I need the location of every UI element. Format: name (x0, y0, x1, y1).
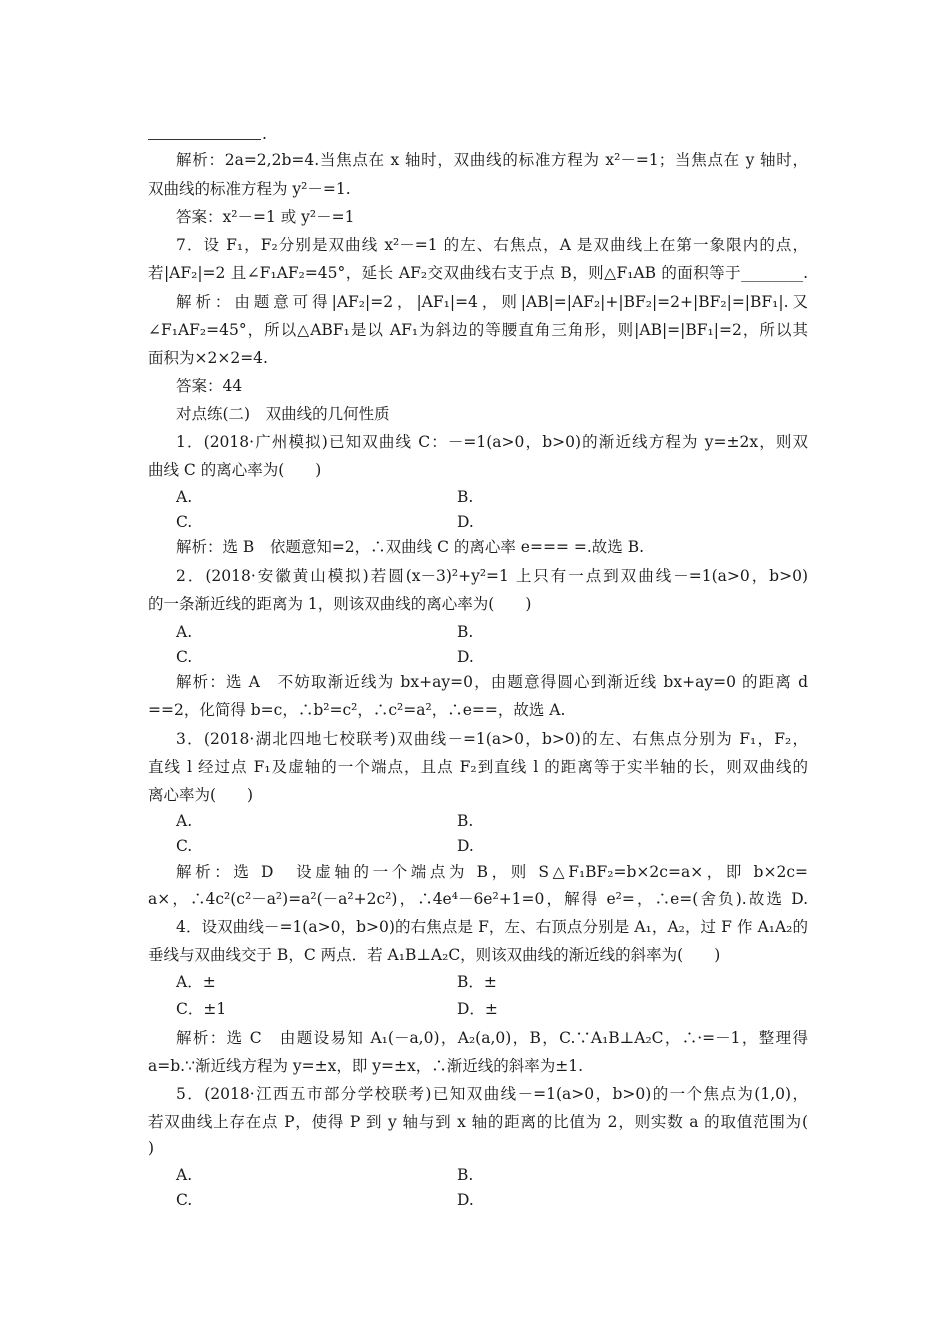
option-a: A. (176, 623, 193, 641)
answer-blank (148, 121, 261, 140)
option-c: C. (176, 513, 193, 531)
option-b: B. (457, 812, 474, 830)
question-1: 曲线 C 的离心率为( ) (148, 461, 322, 479)
solution-3: a×，∴4c²(c²－a²)=a²(－a²+2c²)，∴4e⁴－6e²+1=0，解得 e²=，∴e=(舍负).故选 D. (148, 890, 808, 908)
option-d: D. (457, 837, 474, 855)
question-2: 2．(2018·安徽黄山模拟)若圆(x－3)²+y²=1 上只有一点到双曲线－=1(a>0，b>0) (176, 567, 808, 585)
text-line: 双曲线的标准方程为 y²－=1. (148, 180, 351, 198)
question-3: 直线 l 经过点 F₁及虚轴的一个端点，且点 F₂到直线 l 的距离等于实半轴的长，则双曲线的 (148, 758, 808, 776)
blank-period: . (262, 125, 267, 143)
solution-2: 解析：选 A 不妨取渐近线为 bx+ay=0，由题意得圆心到渐近线 bx+ay=0 的距离 d (176, 673, 808, 691)
option-d: D. (457, 513, 474, 531)
question-5: ) (148, 1139, 155, 1157)
option-d: D. (457, 648, 474, 666)
text-line: 解析：由题意可得|AF₂|=2，|AF₁|=4，则|AB|=|AF₂|+|BF₂|=2+|BF₂|=|BF₁|.又 (176, 293, 808, 311)
question-3: 3．(2018·湖北四地七校联考)双曲线－=1(a>0，b>0)的左、右焦点分别为 F₁，F₂， (176, 730, 808, 748)
text-line: 答案：44 (176, 377, 243, 395)
question-2: 的一条渐近线的距离为 1，则该双曲线的离心率为( ) (148, 595, 532, 613)
option-c: C．±1 (176, 1000, 227, 1018)
text-line: 若|AF₂|=2 且∠F₁AF₂=45°，延长 AF₂交双曲线右支于点 B，则△F₁AB 的面积等于________. (148, 264, 808, 282)
option-b: B. (457, 488, 474, 506)
question-4: 4．设双曲线－=1(a>0，b>0)的右焦点是 F，左、右顶点分别是 A₁，A₂，过 F 作 A₁A₂的 (176, 918, 808, 936)
solution-3: 解析：选 D 设虚轴的一个端点为 B，则 S△F₁BF₂=b×2c=a×，即 b×2c= (176, 863, 808, 881)
option-b: B. (457, 623, 474, 641)
option-d: D. (457, 1191, 474, 1209)
solution-2: ==2，化简得 b=c，∴b²=c²，∴c²=a²，∴e==，故选 A. (148, 701, 566, 719)
section-heading: 对点练(二) 双曲线的几何性质 (176, 405, 390, 423)
question-1: 1．(2018·广州模拟)已知双曲线 C：－=1(a>0，b>0)的渐近线方程为 y=±2x，则双 (176, 433, 808, 451)
text-line: 答案：x²－=1 或 y²－=1 (176, 208, 355, 226)
text-line: 面积为×2×2=4. (148, 349, 268, 367)
question-5: 若双曲线上存在点 P，使得 P 到 y 轴与到 x 轴的距离的比值为 2，则实数 a 的取值范围为( (148, 1113, 808, 1131)
option-a: A．± (176, 973, 216, 991)
text-line: ∠F₁AF₂=45°，所以△ABF₁是以 AF₁为斜边的等腰直角三角形，则|AB|=|BF₁|=2，所以其 (148, 321, 808, 339)
option-a: A. (176, 488, 193, 506)
option-a: A. (176, 812, 193, 830)
option-b: B. (457, 1166, 474, 1184)
option-c: C. (176, 648, 193, 666)
solution-1: 解析：选 B 依题意知=2，∴双曲线 C 的离心率 e=== =.故选 B. (176, 538, 645, 556)
option-b: B．± (457, 973, 497, 991)
option-c: C. (176, 837, 193, 855)
question-5: 5．(2018·江西五市部分学校联考)已知双曲线－=1(a>0，b>0)的一个焦点为(1,0)， (176, 1085, 808, 1103)
option-c: C. (176, 1191, 193, 1209)
text-line: 解析：2a=2,2b=4.当焦点在 x 轴时，双曲线的标准方程为 x²－=1；当焦点在 y 轴时， (176, 151, 808, 169)
solution-4: 解析：选 C 由题设易知 A₁(－a,0)，A₂(a,0)，B，C.∵A₁B⊥A₂C，∴·=－1，整理得 (176, 1029, 808, 1047)
option-d: D．± (457, 1000, 498, 1018)
solution-4: a=b.∵渐近线方程为 y=±x，即 y=±x，∴渐近线的斜率为±1. (148, 1057, 584, 1075)
text-line: 7．设 F₁，F₂分别是双曲线 x²－=1 的左、右焦点，A 是双曲线上在第一象限内的点， (176, 236, 808, 254)
question-4: 垂线与双曲线交于 B，C 两点．若 A₁B⊥A₂C，则该双曲线的渐近线的斜率为( ) (148, 946, 721, 964)
option-a: A. (176, 1166, 193, 1184)
question-3: 离心率为( ) (148, 786, 254, 804)
